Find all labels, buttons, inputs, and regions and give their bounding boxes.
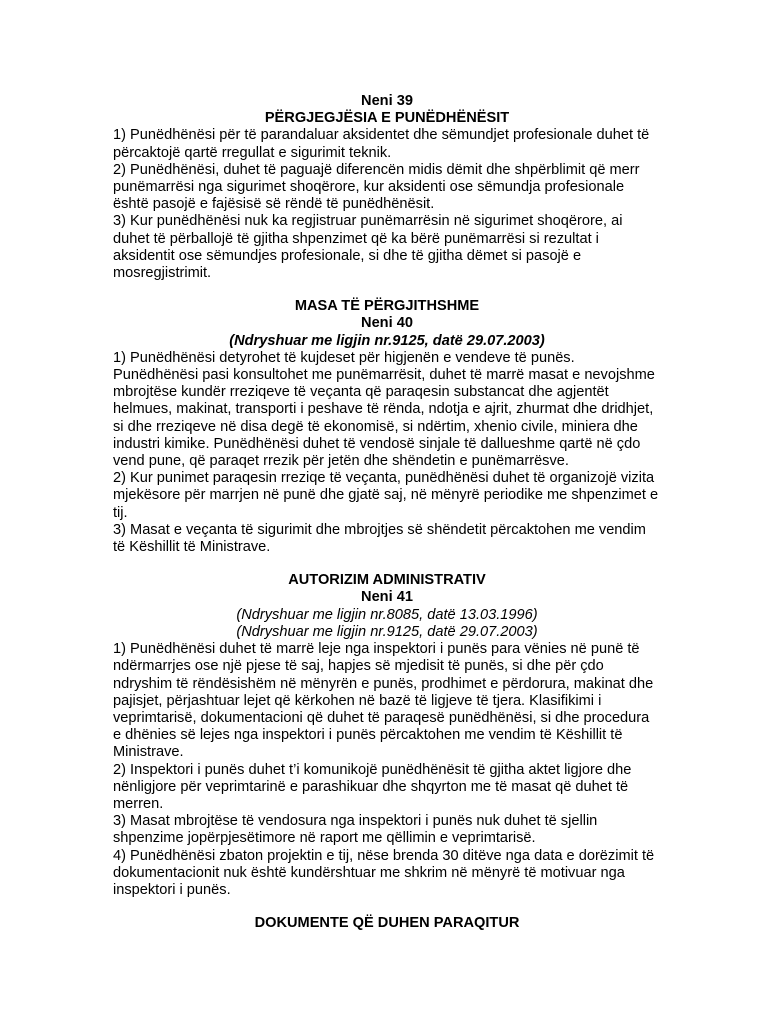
article-40 xyxy=(113,298,661,556)
article-39 xyxy=(113,93,661,282)
next-section-heading: DOKUMENTE QË DUHEN PARAQITUR xyxy=(254,915,520,932)
article-41 xyxy=(113,572,661,899)
article-40-paragraph-3: 3) Masat e veçanta të sigurimit dhe mbrojtjes së shëndetit përcaktohen me vendim të Këshillit të Ministrave. xyxy=(113,521,646,556)
article-41-number: Neni 41 xyxy=(361,589,413,606)
document-body xyxy=(113,93,661,932)
article-41-paragraph-2: 2) Inspektori i punës duhet t’i komunikojë punëdhënësit të gjitha aktet ligjore dhe nënligjore për veprimtarinë e parashikuar dhe shqyrton me të masat që duhet të merren. xyxy=(113,761,632,812)
article-40-heading: MASA TË PËRGJITHSHME xyxy=(294,298,480,315)
article-39-number: Neni 39 xyxy=(361,93,413,109)
article-39-paragraph-1: 1) Punëdhënësi për të parandaluar aksidentet dhe sëmundjet profesionale duhet të përcaktojë qartë rregullat e sigurimit teknik. xyxy=(113,127,650,161)
article-41-paragraph-1: 1) Punëdhënësi duhet të marrë leje nga inspektori i punës para vënies në punë të ndërmarrjes ose një pjese të saj, hapjes së mjedisit të punës, si dhe për çdo ndryshim të rëndësishëm në mënyrën e punës, prodhimet e përdorura, makinat dhe pajisjet, përjashtuar lejet që kërkohen në bazë të ligjeve të tjera. Klasifikimi i veprimtarisë, dokumentacioni që duhet të paraqesë punëdhënësi, si dhe procedura e dhënies së lejes nga inspektori i punës përcaktohen me vendim të Këshillit të Ministrave. xyxy=(113,641,654,761)
article-41-heading: AUTORIZIM ADMINISTRATIV xyxy=(288,572,486,589)
article-39-title: PËRGJEGJËSIA E PUNËDHËNËSIT xyxy=(264,110,510,127)
article-40-paragraph-2: 2) Kur punimet paraqesin rreziqe të veçanta, punëdhënësi duhet të organizojë vizita mjekësore për marrjen në punë dhe gjatë saj, në mënyrë periodike me shpenzimet e tij. xyxy=(113,470,659,521)
article-39-paragraph-3: 3) Kur punëdhënësi nuk ka regjistruar punëmarrësin në sigurimet shoqërore, ai duhet të përballojë të gjitha shpenzimet që ka bërë punëmarrësi si rezultat i aksidentit ose sëmundjes profesionale, si dhe të gjitha dëmet si pasojë e mosregjistrimit. xyxy=(113,213,623,282)
article-40-amendment: (Ndryshuar me ligjin nr.9125, datë 29.07.2003) xyxy=(229,332,545,349)
article-41-amendment-1: (Ndryshuar me ligjin nr.8085, datë 13.03.1996) xyxy=(236,606,538,623)
article-39-paragraph-2: 2) Punëdhënësi, duhet të paguajë diferencën midis dëmit dhe shpërblimit që merr punëmarrësi nga sigurimet shoqërore, kur aksidenti ose sëmundja profesionale është pasojë e fajësisë së rëndë të punëdhënësit. xyxy=(113,161,640,213)
next-section xyxy=(113,915,661,932)
article-40-paragraph-1: 1) Punëdhënësi detyrohet të kujdeset për higjenën e vendeve të punës. Punëdhënësi pasi konsultohet me punëmarrësit, duhet të marrë masat e nevojshme mbrojtëse kundër rreziqeve të veçanta që paraqesin substancat dhe agjentët helmues, makinat, transporti i peshave të rënda, ndotja e ajrit, zhurmat dhe dridhjet, si dhe rreziqeve në disa degë të ekonomisë, si ndërtim, xhenio civile, miniera dhe industri kimike. Punëdhënësi duhet të vendosë sinjale të dallueshme qartë në çdo vend pune, që paraqet rrezik për jetën dhe shëndetin e punëmarrësve. xyxy=(113,349,655,470)
article-41-paragraph-3: 3) Masat mbrojtëse të vendosura nga inspektori i punës nuk duhet të sjellin shpenzime jopërpjesëtimore në raport me qëllimin e veprimtarisë. xyxy=(113,813,598,847)
article-40-number: Neni 40 xyxy=(361,315,413,332)
article-41-paragraph-4: 4) Punëdhënësi zbaton projektin e tij, nëse brenda 30 ditëve nga data e dorëzimit të dokumentacionit nuk është kundërshtuar me shkrim në mënyrë të motivuar nga inspektori i punës. xyxy=(113,847,655,898)
article-41-amendment-2: (Ndryshuar me ligjin nr.9125, datë 29.07.2003) xyxy=(236,623,538,640)
